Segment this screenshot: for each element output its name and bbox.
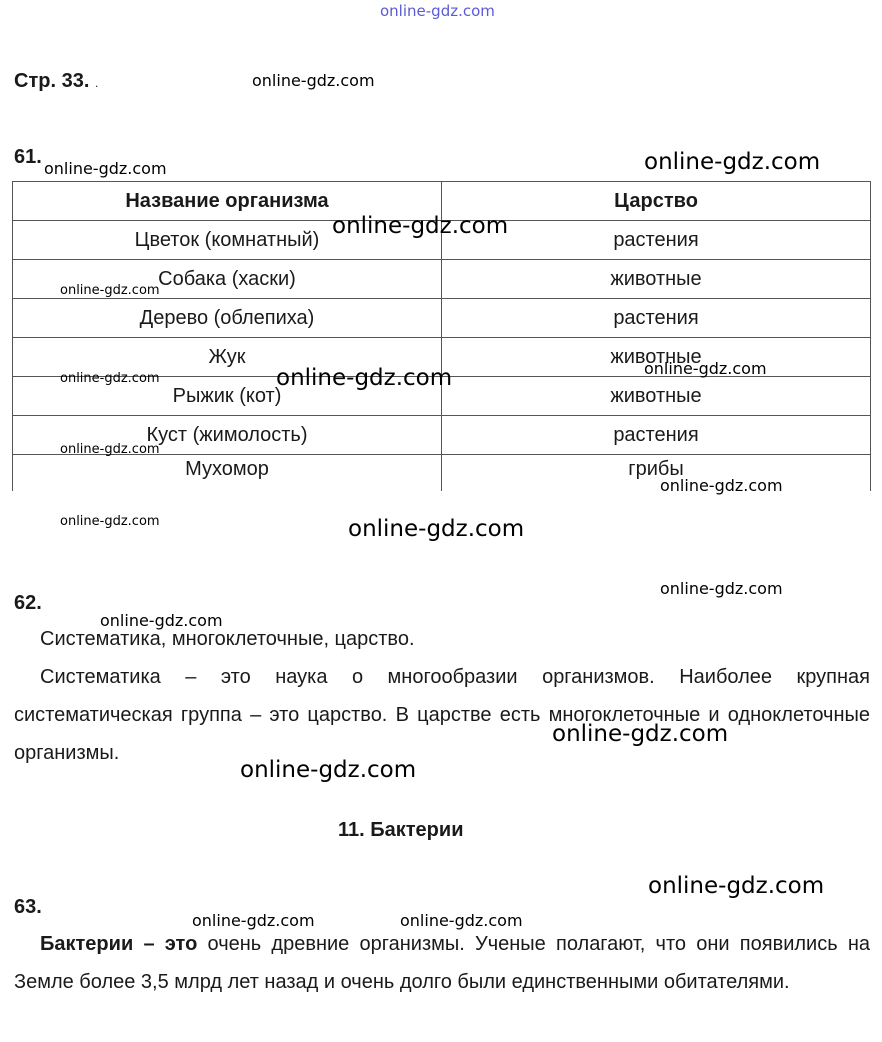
watermark: online-gdz.com	[400, 911, 523, 930]
kingdom-cell: животные	[442, 377, 871, 416]
watermark: online-gdz.com	[60, 283, 160, 298]
kingdom-cell: растения	[442, 299, 871, 338]
watermark: online-gdz.com	[44, 159, 167, 178]
watermark: online-gdz.com	[100, 611, 223, 630]
watermark: online-gdz.com	[240, 757, 417, 783]
kingdom-cell: грибы	[442, 455, 871, 492]
watermark: online-gdz.com	[60, 514, 160, 529]
watermark: online-gdz.com	[60, 371, 160, 386]
watermark: online-gdz.com	[252, 71, 375, 90]
task-62-answer-line: Систематика, многоклеточные, царство.	[40, 628, 415, 650]
watermark: online-gdz.com	[644, 149, 821, 175]
task-63-text: очень древние организмы. Ученые полагают, что они появились на Земле более 3,5 млрд лет назад и очень долго были единственными обитателями.	[14, 933, 871, 993]
organism-cell: Куст (жимолость)	[13, 416, 442, 455]
watermark: online-gdz.com	[648, 873, 825, 899]
watermark: online-gdz.com	[192, 911, 315, 930]
watermark: online-gdz.com	[348, 516, 525, 542]
organism-cell: Рыжик (кот)	[13, 377, 442, 416]
page-reference: Стр. 33. .	[14, 70, 99, 92]
organism-cell: Дерево (облепиха)	[13, 299, 442, 338]
organism-cell: Цветок (комнатный)	[13, 221, 442, 260]
kingdom-cell: растения	[442, 221, 871, 260]
header-kingdom: Царство	[442, 182, 871, 221]
task-62-number: 62.	[14, 592, 42, 614]
bacteria-definition-lead: Бактерии – это	[40, 933, 198, 955]
watermark: online-gdz.com	[332, 213, 509, 239]
organism-cell: Собака (хаски)	[13, 260, 442, 299]
task-63-number: 63.	[14, 896, 42, 918]
watermark-top: online-gdz.com	[380, 2, 495, 20]
kingdom-cell: растения	[442, 416, 871, 455]
task-63-paragraph	[14, 925, 870, 1001]
watermark: online-gdz.com	[276, 365, 453, 391]
kingdom-cell: животные	[442, 338, 871, 377]
organism-cell: Мухомор	[13, 455, 442, 492]
task-62-paragraph: Систематика – это наука о многообразии организмов. Наиболее крупная систематическая группа – это царство. В царстве есть многоклеточные и одноклеточные организмы.	[14, 666, 870, 764]
watermark: online-gdz.com	[660, 579, 783, 598]
section-title: 11. Бактерии	[338, 819, 464, 841]
organism-cell: Жук	[13, 338, 442, 377]
table-row	[13, 299, 871, 338]
kingdom-cell: животные	[442, 260, 871, 299]
watermark: online-gdz.com	[60, 442, 160, 457]
watermark: online-gdz.com	[644, 359, 767, 378]
header-organism-name: Название организма	[13, 182, 442, 221]
watermark: online-gdz.com	[552, 721, 729, 747]
task-61-number: 61.	[14, 146, 42, 168]
watermark: online-gdz.com	[660, 476, 783, 495]
